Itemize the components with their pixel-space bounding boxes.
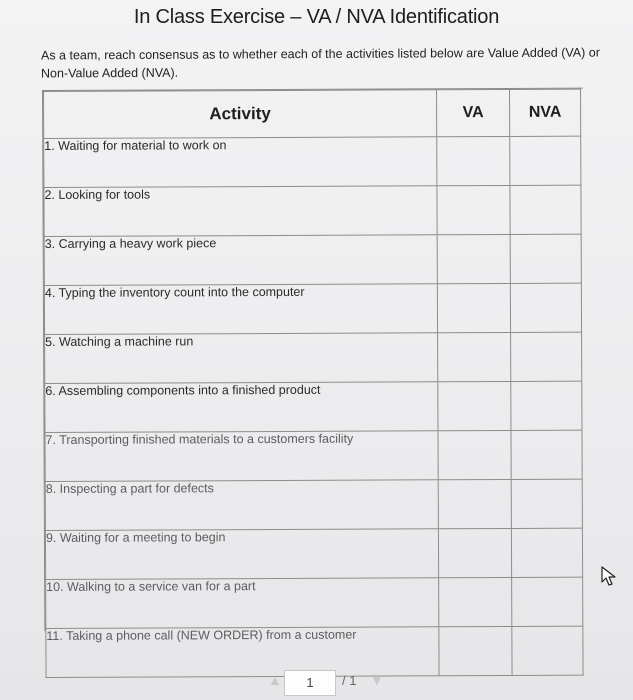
page-navigator (268, 670, 388, 700)
nva-cell[interactable] (511, 479, 582, 528)
chevron-down-icon[interactable]: ▼ (370, 672, 384, 688)
table-row (44, 185, 581, 236)
nva-cell[interactable] (510, 234, 581, 283)
nva-cell[interactable] (510, 136, 581, 185)
activity-cell: 7. Transporting finished materials to a customers facility (45, 431, 438, 482)
page-total: / 1 (342, 673, 357, 688)
chevron-up-icon[interactable]: ▲ (268, 672, 282, 688)
va-cell[interactable] (438, 528, 511, 577)
activity-cell: 10. Walking to a service van for a part (46, 578, 439, 629)
va-cell[interactable] (439, 626, 512, 675)
nva-cell[interactable] (511, 381, 582, 430)
table-row (44, 234, 581, 285)
activity-cell: 4. Typing the inventory count into the computer (44, 284, 437, 335)
nva-cell[interactable] (511, 332, 582, 381)
activity-table-container (42, 88, 585, 643)
nva-cell[interactable] (510, 185, 581, 234)
header-activity: Activity (44, 90, 437, 139)
activity-cell: 1. Waiting for material to work on (44, 137, 437, 188)
table-row (45, 332, 582, 383)
va-cell[interactable] (438, 479, 511, 528)
table-row (44, 283, 581, 334)
va-cell[interactable] (437, 283, 510, 332)
table-row (45, 479, 582, 530)
va-cell[interactable] (438, 332, 511, 381)
activity-table (43, 89, 584, 678)
table-row (45, 430, 582, 481)
header-va: VA (437, 89, 510, 136)
table-header-row (44, 89, 581, 138)
table-row (44, 136, 581, 187)
current-page-input[interactable]: 1 (284, 670, 336, 696)
nva-cell[interactable] (512, 577, 583, 626)
activity-cell: 3. Carrying a heavy work piece (44, 235, 437, 286)
page-title: In Class Exercise – VA / NVA Identification (133, 6, 500, 28)
nva-cell[interactable] (512, 626, 583, 675)
header-nva: NVA (510, 89, 581, 136)
va-cell[interactable] (437, 234, 510, 283)
activity-cell: 9. Waiting for a meeting to begin (45, 529, 438, 580)
va-cell[interactable] (438, 381, 511, 430)
activity-cell: 8. Inspecting a part for defects (45, 480, 438, 531)
va-cell[interactable] (438, 430, 511, 479)
activity-cell: 5. Watching a machine run (45, 333, 438, 384)
activity-cell: 6. Assembling components into a finished product (45, 382, 438, 433)
nva-cell[interactable] (510, 283, 581, 332)
table-row (45, 381, 582, 432)
va-cell[interactable] (439, 577, 512, 626)
table-row (46, 577, 583, 628)
va-cell[interactable] (437, 136, 510, 185)
va-cell[interactable] (437, 185, 510, 234)
instructions-text: As a team, reach consensus as to whether each of the activities listed below are Value Added (VA) or Non-Value Added (NVA). (41, 45, 600, 81)
activity-cell: 11. Taking a phone call (NEW ORDER) from a customer (46, 627, 439, 678)
mouse-pointer-icon (600, 566, 618, 586)
nva-cell[interactable] (511, 430, 582, 479)
table-row (45, 528, 582, 579)
activity-cell: 2. Looking for tools (44, 186, 437, 237)
nva-cell[interactable] (511, 528, 582, 577)
